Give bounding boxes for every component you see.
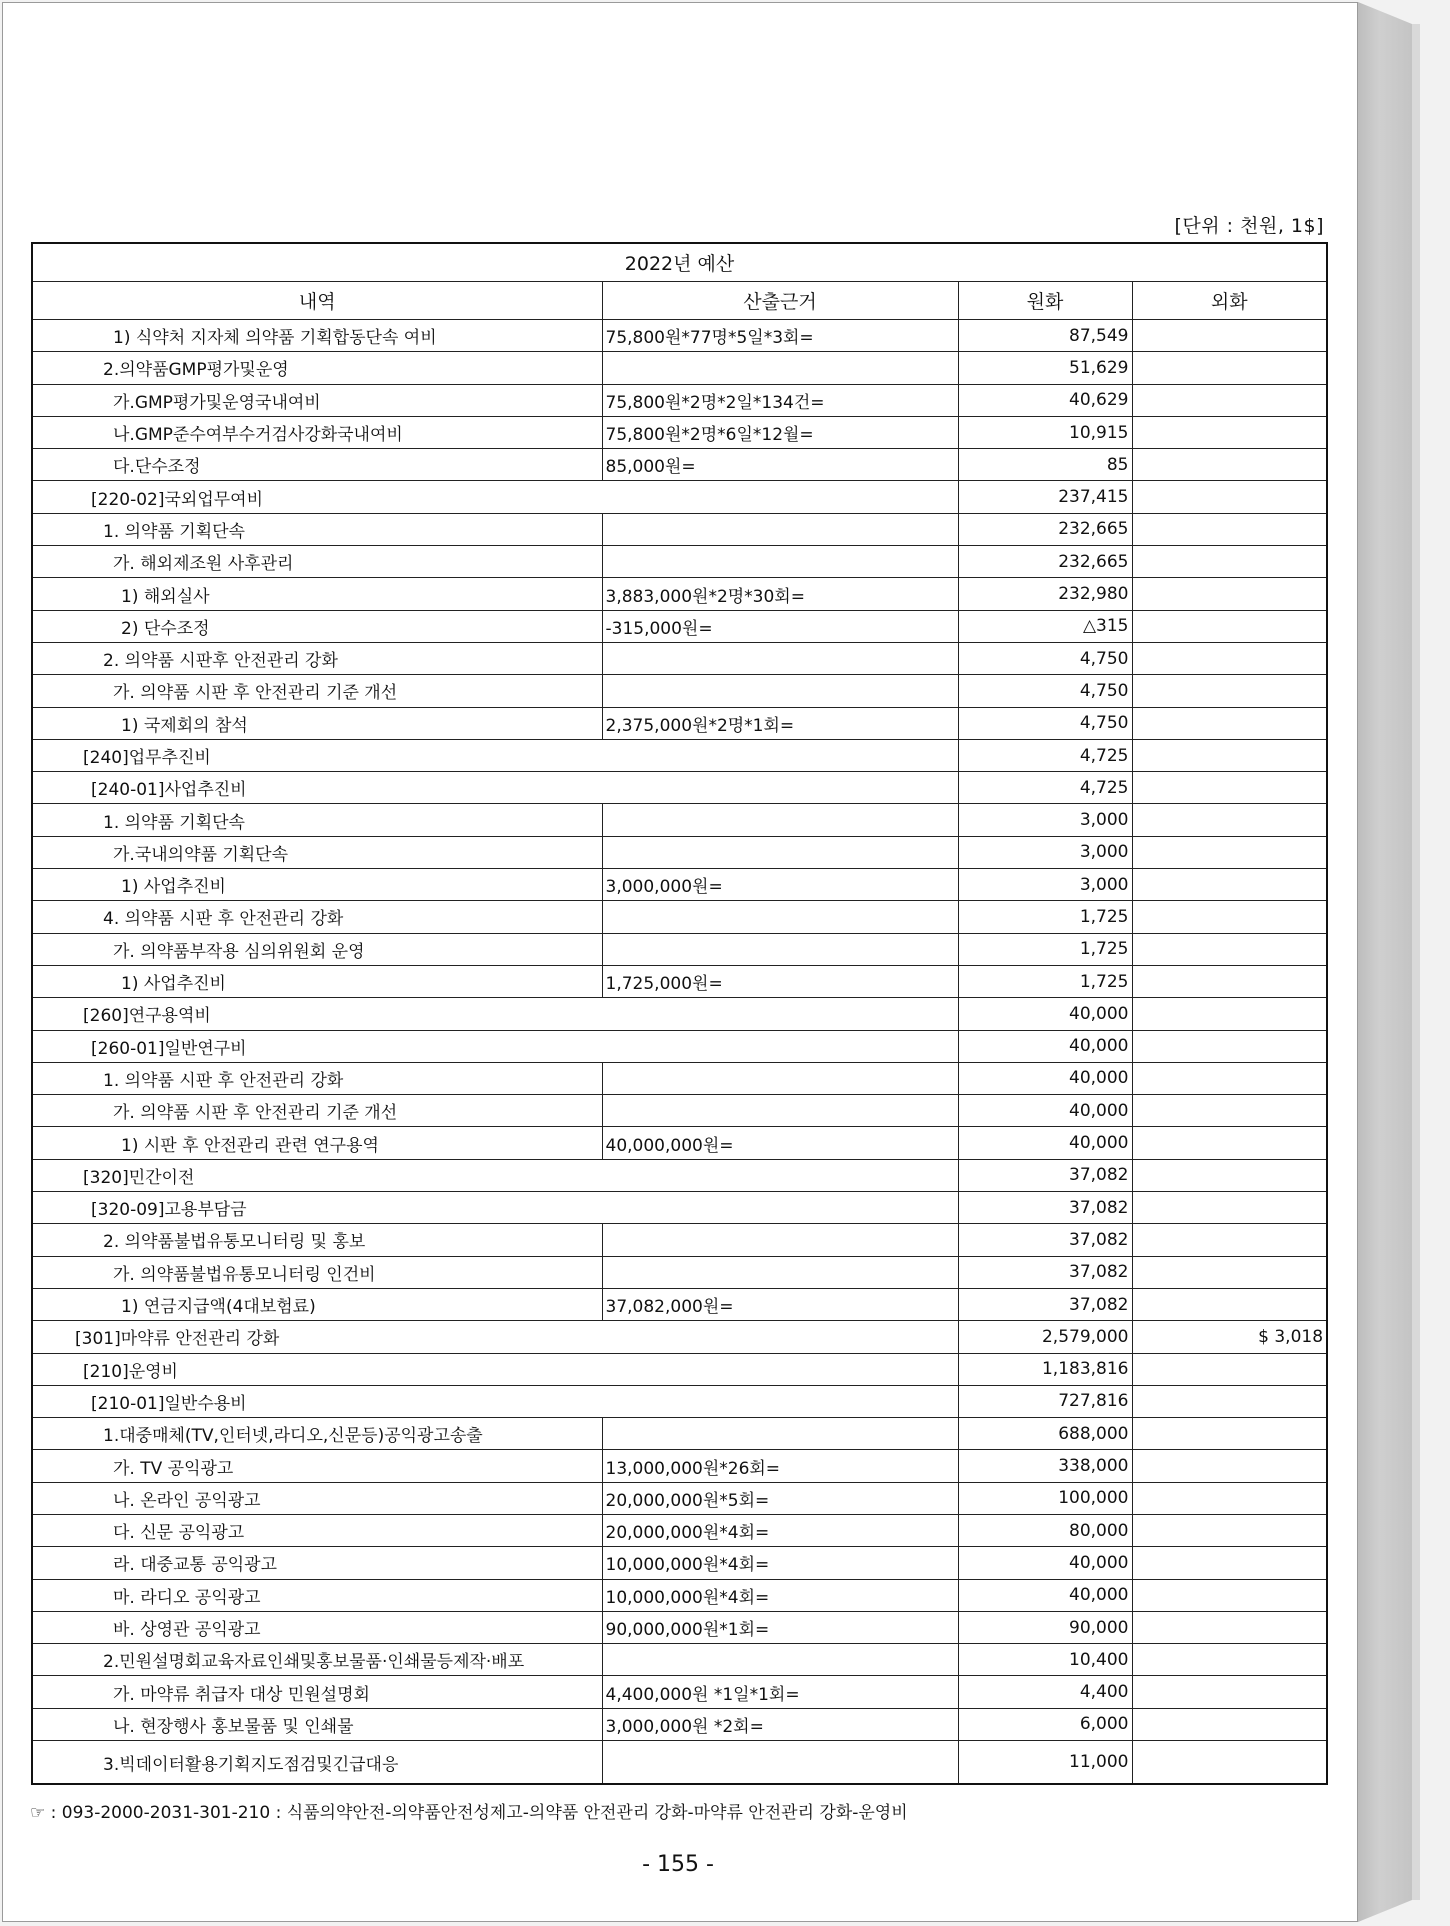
row-krw: 4,725 <box>958 739 1132 771</box>
row-item: 2.의약품GMP평가및운영 <box>32 352 602 384</box>
row-usd <box>1132 707 1327 739</box>
row-krw: 37,082 <box>958 1256 1132 1288</box>
page-stack-edge-inner <box>1412 24 1420 1900</box>
row-krw: 3,000 <box>958 804 1132 836</box>
row-krw: 727,816 <box>958 1385 1132 1417</box>
row-basis: 10,000,000원*4회= <box>602 1579 958 1611</box>
row-krw: 90,000 <box>958 1611 1132 1643</box>
row-item: [220-02]국외업무여비 <box>32 481 958 513</box>
table-row <box>32 481 1327 513</box>
row-item: [320]민간이전 <box>32 1159 958 1191</box>
row-item: 4. 의약품 시판 후 안전관리 강화 <box>32 901 602 933</box>
budget-table <box>31 242 1328 1785</box>
row-usd <box>1132 1611 1327 1643</box>
row-basis: 75,800원*2명*6일*12월= <box>602 416 958 448</box>
row-usd <box>1132 320 1327 352</box>
row-krw: 40,000 <box>958 1579 1132 1611</box>
row-usd <box>1132 481 1327 513</box>
year-header: 2022년 예산 <box>32 243 1327 282</box>
row-item: [240-01]사업추진비 <box>32 772 958 804</box>
row-basis: -315,000원= <box>602 610 958 642</box>
table-row <box>32 449 1327 481</box>
row-item: 가. TV 공익광고 <box>32 1450 602 1482</box>
row-usd <box>1132 1579 1327 1611</box>
row-krw: 85 <box>958 449 1132 481</box>
row-basis: 13,000,000원*26회= <box>602 1450 958 1482</box>
row-usd <box>1132 1353 1327 1385</box>
row-item: [240]업무추진비 <box>32 739 958 771</box>
row-basis <box>602 1095 958 1127</box>
table-row <box>32 901 1327 933</box>
col-header-usd: 외화 <box>1132 282 1327 320</box>
row-item: 1) 사업추진비 <box>32 965 602 997</box>
row-usd <box>1132 1224 1327 1256</box>
table-row <box>32 1741 1327 1785</box>
row-usd <box>1132 1288 1327 1320</box>
row-usd <box>1132 610 1327 642</box>
row-basis: 90,000,000원*1회= <box>602 1611 958 1643</box>
row-basis <box>602 933 958 965</box>
row-item: 1) 식약처 지자체 의약품 기획합동단속 여비 <box>32 320 602 352</box>
table-row <box>32 1418 1327 1450</box>
row-usd <box>1132 901 1327 933</box>
page-number: - 155 - <box>642 1852 714 1877</box>
col-header-krw: 원화 <box>958 282 1132 320</box>
table-row <box>32 707 1327 739</box>
table-row <box>32 675 1327 707</box>
unit-note: [단위 : 천원, 1$] <box>1174 215 1324 237</box>
table-row <box>32 1385 1327 1417</box>
row-usd <box>1132 1385 1327 1417</box>
table-row <box>32 1062 1327 1094</box>
row-item: 가. 의약품 시판 후 안전관리 기준 개선 <box>32 675 602 707</box>
table-row <box>32 546 1327 578</box>
budget-rows <box>32 320 1327 1785</box>
table-row <box>32 1708 1327 1740</box>
row-usd <box>1132 739 1327 771</box>
table-row <box>32 1321 1327 1353</box>
table-row <box>32 772 1327 804</box>
row-item: 다.단수조정 <box>32 449 602 481</box>
row-krw: △315 <box>958 610 1132 642</box>
row-krw: 1,183,816 <box>958 1353 1132 1385</box>
row-krw: 4,400 <box>958 1676 1132 1708</box>
row-krw: 4,750 <box>958 675 1132 707</box>
row-usd <box>1132 1450 1327 1482</box>
row-basis <box>602 1418 958 1450</box>
row-basis <box>602 836 958 868</box>
table-row <box>32 384 1327 416</box>
row-item: 1. 의약품 시판 후 안전관리 강화 <box>32 1062 602 1094</box>
row-krw: 232,980 <box>958 578 1132 610</box>
row-usd <box>1132 1192 1327 1224</box>
row-item: 가. 의약품 시판 후 안전관리 기준 개선 <box>32 1095 602 1127</box>
row-item: [260-01]일반연구비 <box>32 1030 958 1062</box>
row-item: 가.GMP평가및운영국내여비 <box>32 384 602 416</box>
row-usd <box>1132 416 1327 448</box>
row-krw: 3,000 <box>958 869 1132 901</box>
row-basis: 20,000,000원*4회= <box>602 1514 958 1546</box>
row-usd <box>1132 1159 1327 1191</box>
row-basis <box>602 1644 958 1676</box>
row-usd <box>1132 449 1327 481</box>
row-krw: 1,725 <box>958 933 1132 965</box>
row-usd <box>1132 642 1327 674</box>
row-krw: 87,549 <box>958 320 1132 352</box>
row-usd <box>1132 804 1327 836</box>
table-row <box>32 513 1327 545</box>
table-row <box>32 320 1327 352</box>
row-krw: 40,000 <box>958 1062 1132 1094</box>
row-krw: 237,415 <box>958 481 1132 513</box>
row-basis: 3,000,000원 *2회= <box>602 1708 958 1740</box>
row-basis <box>602 642 958 674</box>
table-row <box>32 1159 1327 1191</box>
row-krw: 40,000 <box>958 1095 1132 1127</box>
row-krw: 51,629 <box>958 352 1132 384</box>
row-basis: 85,000원= <box>602 449 958 481</box>
row-krw: 6,000 <box>958 1708 1132 1740</box>
row-item: [320-09]고용부담금 <box>32 1192 958 1224</box>
row-krw: 40,629 <box>958 384 1132 416</box>
row-usd <box>1132 1062 1327 1094</box>
row-basis <box>602 1741 958 1785</box>
row-basis: 3,883,000원*2명*30회= <box>602 578 958 610</box>
row-usd <box>1132 513 1327 545</box>
row-krw: 1,725 <box>958 965 1132 997</box>
row-krw: 40,000 <box>958 1127 1132 1159</box>
row-basis <box>602 352 958 384</box>
row-krw: 80,000 <box>958 1514 1132 1546</box>
row-krw: 10,915 <box>958 416 1132 448</box>
row-item: 2.민원설명회교육자료인쇄및홍보물품·인쇄물등제작·배포 <box>32 1644 602 1676</box>
row-usd <box>1132 1708 1327 1740</box>
row-usd: $ 3,018 <box>1132 1321 1327 1353</box>
row-krw: 37,082 <box>958 1159 1132 1191</box>
table-row <box>32 352 1327 384</box>
table-row <box>32 1482 1327 1514</box>
row-item: 1) 시판 후 안전관리 관련 연구용역 <box>32 1127 602 1159</box>
row-krw: 40,000 <box>958 1030 1132 1062</box>
row-basis <box>602 546 958 578</box>
row-krw: 2,579,000 <box>958 1321 1132 1353</box>
row-basis: 10,000,000원*4회= <box>602 1547 958 1579</box>
row-usd <box>1132 384 1327 416</box>
row-item: 1) 해외실사 <box>32 578 602 610</box>
row-krw: 40,000 <box>958 1547 1132 1579</box>
table-row <box>32 1644 1327 1676</box>
row-krw: 100,000 <box>958 1482 1132 1514</box>
row-krw: 37,082 <box>958 1224 1132 1256</box>
row-item: 가. 의약품부작용 심의위원회 운영 <box>32 933 602 965</box>
table-row <box>32 739 1327 771</box>
row-item: 가. 마약류 취급자 대상 민원설명회 <box>32 1676 602 1708</box>
table-row <box>32 965 1327 997</box>
row-usd <box>1132 836 1327 868</box>
row-basis <box>602 804 958 836</box>
row-krw: 4,750 <box>958 707 1132 739</box>
row-usd <box>1132 1482 1327 1514</box>
row-basis: 3,000,000원= <box>602 869 958 901</box>
row-basis: 4,400,000원 *1일*1회= <box>602 1676 958 1708</box>
row-basis: 37,082,000원= <box>602 1288 958 1320</box>
row-usd <box>1132 352 1327 384</box>
table-row <box>32 1450 1327 1482</box>
row-basis <box>602 1224 958 1256</box>
row-krw: 1,725 <box>958 901 1132 933</box>
table-row <box>32 869 1327 901</box>
table-row <box>32 1256 1327 1288</box>
col-header-basis: 산출근거 <box>602 282 958 320</box>
table-row <box>32 1514 1327 1546</box>
row-usd <box>1132 933 1327 965</box>
row-basis <box>602 1062 958 1094</box>
row-krw: 4,750 <box>958 642 1132 674</box>
row-item: 다. 신문 공익광고 <box>32 1514 602 1546</box>
row-usd <box>1132 578 1327 610</box>
row-item: 1.대중매체(TV,인터넷,라디오,신문등)공익광고송출 <box>32 1418 602 1450</box>
row-item: 나. 현장행사 홍보물품 및 인쇄물 <box>32 1708 602 1740</box>
table-row <box>32 610 1327 642</box>
row-krw: 10,400 <box>958 1644 1132 1676</box>
table-row <box>32 1288 1327 1320</box>
table-row <box>32 998 1327 1030</box>
row-usd <box>1132 675 1327 707</box>
row-item: 가. 의약품불법유통모니터링 인건비 <box>32 1256 602 1288</box>
row-item: 1) 국제회의 참석 <box>32 707 602 739</box>
table-row <box>32 933 1327 965</box>
row-usd <box>1132 772 1327 804</box>
table-row <box>32 1611 1327 1643</box>
row-usd <box>1132 546 1327 578</box>
row-item: 1) 연금지급액(4대보험료) <box>32 1288 602 1320</box>
table-row <box>32 1676 1327 1708</box>
table-row <box>32 836 1327 868</box>
row-item: 나.GMP준수여부수거검사강화국내여비 <box>32 416 602 448</box>
row-basis: 40,000,000원= <box>602 1127 958 1159</box>
row-item: 2. 의약품불법유통모니터링 및 홍보 <box>32 1224 602 1256</box>
row-usd <box>1132 1418 1327 1450</box>
row-krw: 232,665 <box>958 546 1132 578</box>
row-usd <box>1132 869 1327 901</box>
col-header-item: 내역 <box>32 282 602 320</box>
row-krw: 11,000 <box>958 1741 1132 1785</box>
row-item: 2. 의약품 시판후 안전관리 강화 <box>32 642 602 674</box>
row-usd <box>1132 1514 1327 1546</box>
footnote: ☞ : 093-2000-2031-301-210 : 식품의약안전-의약품안전성제고-의약품 안전관리 강화-마약류 안전관리 강화-운영비 <box>30 1803 908 1823</box>
row-basis: 75,800원*2명*2일*134건= <box>602 384 958 416</box>
row-krw: 37,082 <box>958 1288 1132 1320</box>
row-usd <box>1132 998 1327 1030</box>
row-usd <box>1132 1256 1327 1288</box>
table-row <box>32 416 1327 448</box>
row-basis <box>602 901 958 933</box>
table-row <box>32 1224 1327 1256</box>
row-item: 3.빅데이터활용기획지도점검및긴급대응 <box>32 1741 602 1785</box>
row-krw: 40,000 <box>958 998 1132 1030</box>
row-usd <box>1132 1127 1327 1159</box>
row-item: 가. 해외제조원 사후관리 <box>32 546 602 578</box>
row-usd <box>1132 1741 1327 1785</box>
table-row <box>32 1579 1327 1611</box>
row-item: 1. 의약품 기획단속 <box>32 804 602 836</box>
row-basis <box>602 675 958 707</box>
row-basis: 20,000,000원*5회= <box>602 1482 958 1514</box>
page-stack-edge <box>1358 2 1412 1922</box>
table-row <box>32 1353 1327 1385</box>
row-basis: 75,800원*77명*5일*3회= <box>602 320 958 352</box>
row-krw: 37,082 <box>958 1192 1132 1224</box>
row-item: 가.국내의약품 기획단속 <box>32 836 602 868</box>
row-usd <box>1132 1095 1327 1127</box>
row-item: 라. 대중교통 공익광고 <box>32 1547 602 1579</box>
table-row <box>32 1192 1327 1224</box>
table-row <box>32 1030 1327 1062</box>
row-item: 바. 상영관 공익광고 <box>32 1611 602 1643</box>
row-usd <box>1132 1676 1327 1708</box>
row-krw: 4,725 <box>958 772 1132 804</box>
row-usd <box>1132 1644 1327 1676</box>
row-item: 나. 온라인 공익광고 <box>32 1482 602 1514</box>
row-usd <box>1132 965 1327 997</box>
row-basis: 1,725,000원= <box>602 965 958 997</box>
row-krw: 338,000 <box>958 1450 1132 1482</box>
table-row <box>32 642 1327 674</box>
row-krw: 232,665 <box>958 513 1132 545</box>
row-usd <box>1132 1030 1327 1062</box>
row-item: 1) 사업추진비 <box>32 869 602 901</box>
row-item: 1. 의약품 기획단속 <box>32 513 602 545</box>
row-item: [301]마약류 안전관리 강화 <box>32 1321 958 1353</box>
row-krw: 3,000 <box>958 836 1132 868</box>
table-row <box>32 578 1327 610</box>
row-basis <box>602 1256 958 1288</box>
row-basis: 2,375,000원*2명*1회= <box>602 707 958 739</box>
row-usd <box>1132 1547 1327 1579</box>
row-item: 2) 단수조정 <box>32 610 602 642</box>
row-item: [210]운영비 <box>32 1353 958 1385</box>
row-item: 마. 라디오 공익광고 <box>32 1579 602 1611</box>
row-item: [210-01]일반수용비 <box>32 1385 958 1417</box>
row-item: [260]연구용역비 <box>32 998 958 1030</box>
table-row <box>32 1547 1327 1579</box>
row-basis <box>602 513 958 545</box>
row-krw: 688,000 <box>958 1418 1132 1450</box>
table-row <box>32 804 1327 836</box>
table-row <box>32 1127 1327 1159</box>
table-row <box>32 1095 1327 1127</box>
